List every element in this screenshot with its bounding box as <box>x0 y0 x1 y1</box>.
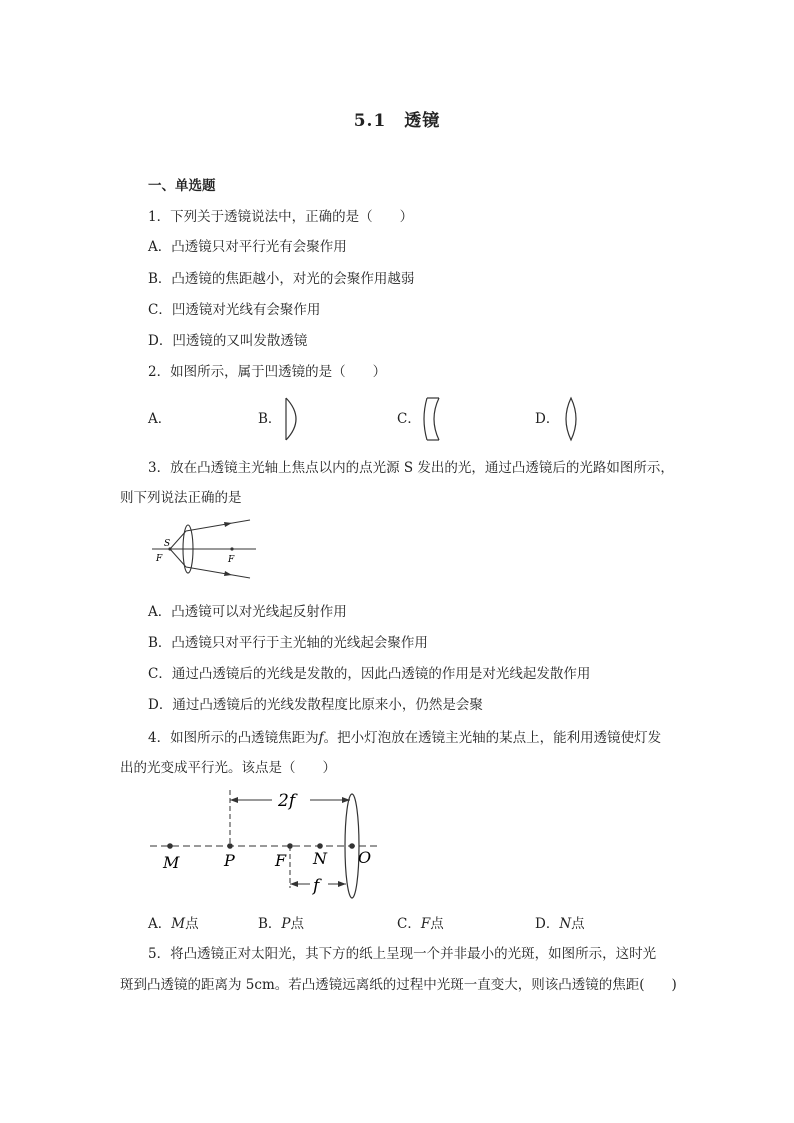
q2-option-c: C． <box>397 411 421 427</box>
q4-option-c-prefix: C． <box>397 916 421 932</box>
q4-option-c <box>397 915 444 933</box>
q4-option-b-suffix: 点 <box>290 916 305 932</box>
dimension-f-label: f <box>313 876 320 896</box>
q4-stem-part2: 。把小灯泡放在透镜主光轴的某点上，能利用透镜使灯发 <box>323 730 662 746</box>
q3-stem-line2: 则下列说法正确的是 <box>120 490 242 506</box>
q1-option-c: C．凹透镜对光线有会聚作用 <box>148 302 321 318</box>
q5-stem-line2: 斑到凸透镜的距离为 5cm。若凸透镜远离纸的过程中光斑一直变大，则该凸透镜的焦距( ) <box>120 977 677 993</box>
focus-right-label: F <box>228 555 235 565</box>
point-o-label: O <box>358 848 372 867</box>
q4-option-d-letter: N <box>559 916 572 932</box>
q4-stem-line2: 出的光变成平行光。该点是（ ） <box>120 760 336 776</box>
concave-lens-figure <box>421 396 445 442</box>
q5-stem-line1: 5．将凸透镜正对太阳光，其下方的纸上呈现一个并非最小的光斑，如图所示，这时光 <box>148 946 657 962</box>
page-title: 5.1 透镜 <box>353 111 441 131</box>
q3-light-path-figure <box>150 518 260 580</box>
q4-option-a-letter: M <box>171 916 186 932</box>
plano-convex-lens-figure <box>280 396 308 442</box>
q4-option-b-letter: P <box>281 916 291 932</box>
source-s-label: S <box>164 539 171 549</box>
biconvex-lens-figure <box>558 396 584 442</box>
q4-option-c-suffix: 点 <box>430 916 444 932</box>
q4-option-b <box>258 915 304 933</box>
q3-option-d: D．通过凸透镜后的光线发散程度比原来小，仍然是会聚 <box>148 697 483 713</box>
section-heading: 一、单选题 <box>148 178 216 194</box>
q3-option-b: B．凸透镜只对平行于主光轴的光线起会聚作用 <box>148 635 428 651</box>
q1-option-d: D．凹透镜的又叫发散透镜 <box>148 333 308 349</box>
q4-option-a-suffix: 点 <box>185 916 199 932</box>
q1-stem: 1．下列关于透镜说法中，正确的是（ ） <box>148 209 414 225</box>
q4-stem-line1 <box>148 729 661 747</box>
point-m-label: M <box>163 853 180 872</box>
q4-stem-part1: 4．如图所示的凸透镜焦距为 <box>148 730 319 746</box>
q1-option-a: A．凸透镜只对平行光有会聚作用 <box>148 239 347 255</box>
q4-lens-axis-figure <box>150 788 380 906</box>
q2-option-a: A． <box>148 411 172 427</box>
q4-option-d-suffix: 点 <box>571 916 585 932</box>
q3-stem-line1: 3．放在凸透镜主光轴上焦点以内的点光源 S 发出的光，通过凸透镜后的光路如图所示， <box>148 460 674 476</box>
q4-option-c-letter: F <box>420 916 431 932</box>
q2-stem: 2．如图所示，属于凹透镜的是（ ） <box>148 364 387 380</box>
q2-option-b: B． <box>258 411 282 427</box>
q4-option-b-prefix: B． <box>258 916 282 932</box>
q3-option-c: C．通过凸透镜后的光线是发散的，因此凸透镜的作用是对光线起发散作用 <box>148 666 591 682</box>
point-p-label: P <box>224 851 235 870</box>
focus-left-label: F <box>156 554 163 564</box>
q1-option-b: B．凸透镜的焦距越小，对光的会聚作用越弱 <box>148 271 415 287</box>
q4-option-d-prefix: D． <box>535 916 560 932</box>
q4-option-a-prefix: A． <box>148 916 172 932</box>
q3-option-a: A．凸透镜可以对光线起反射作用 <box>148 604 347 620</box>
dimension-2f-label: 2f <box>278 791 296 811</box>
q4-stem-f: f <box>318 730 324 746</box>
point-n-label: N <box>313 849 327 868</box>
q4-option-d <box>535 915 585 933</box>
q2-option-d: D． <box>535 411 560 427</box>
point-f-label: F <box>275 851 287 870</box>
q4-option-a <box>148 915 199 933</box>
